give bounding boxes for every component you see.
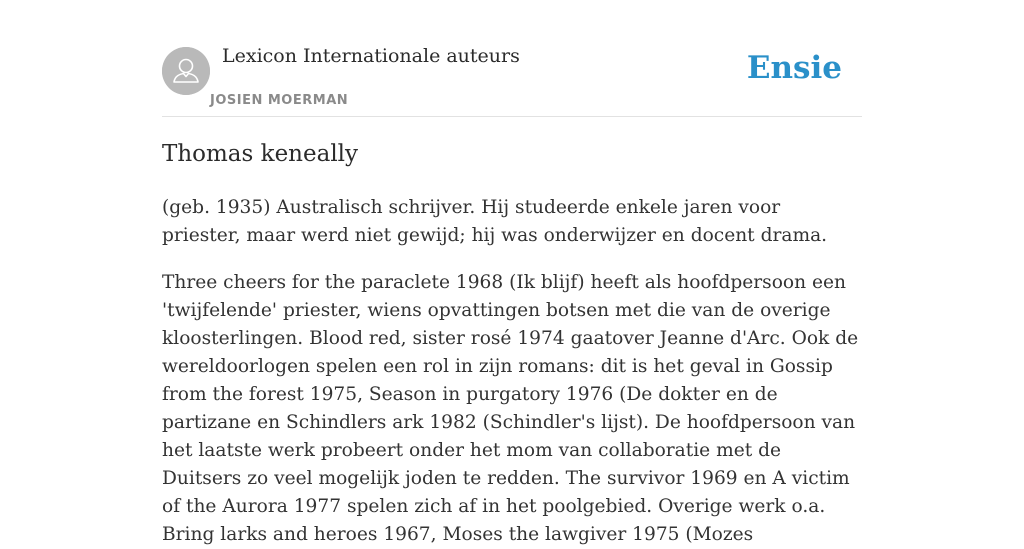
article-title: Thomas keneally xyxy=(162,141,359,167)
user-icon xyxy=(162,47,210,95)
article-paragraph: Three cheers for the paraclete 1968 (Ik blijf) heeft als hoofdpersoon een 'twijfelende' priester, wiens opvattingen botsen met die van de overige kloosterlingen. Blood red, sister rosé 1974 gaatover Jeanne d'Arc. Ook de wereldoorlogen spelen een rol in zijn romans: dit is het geval in Gossip from the forest 1975, Season in purgatory 1976 (De dokter en de partizane en Schindlers ark 1982 (Schindler's lijst). De hoofdpersoon van het laatste werk probeert onder het mom van collaboratie met de Duitsers zo veel mogelijk joden te redden. The survivor 1969 en A victim of the Aurora 1977 spelen zich af in het poolgebied. Overige werk o.a. Bring larks and heroes 1967, Moses the lawgiver 1975 (Mozes xyxy=(162,272,859,545)
article xyxy=(162,138,862,549)
article-paragraph: (geb. 1935) Australisch schrijver. Hij studeerde enkele jaren voor priester, maar werd niet gewijd; hij was onderwijzer en docent drama. xyxy=(162,197,828,246)
brand-logo[interactable]: Ensie xyxy=(746,50,842,86)
header xyxy=(162,40,862,117)
lexicon-title[interactable]: Lexicon Internationale auteurs xyxy=(222,45,520,67)
avatar[interactable] xyxy=(162,47,210,95)
author-name[interactable]: JOSIEN MOERMAN xyxy=(210,93,349,108)
